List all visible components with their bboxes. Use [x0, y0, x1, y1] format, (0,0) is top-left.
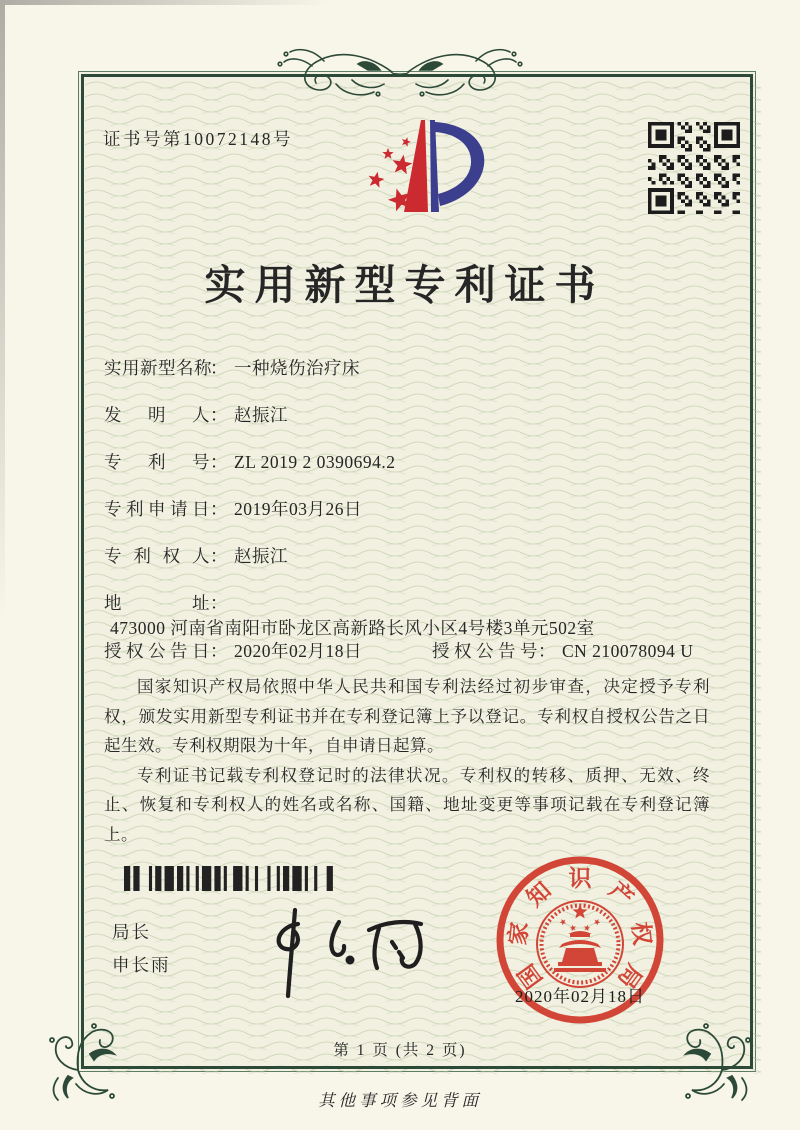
svg-text:国: 国: [513, 959, 548, 993]
field-label: 实用新型名称: [104, 358, 212, 378]
field-value: 一种烧伤治疗床: [234, 358, 360, 378]
field-value: 473000 河南省南阳市卧龙区高新路长风小区4号楼3单元502室: [110, 618, 595, 638]
qr-code: [648, 122, 740, 214]
svg-text:识: 识: [568, 866, 592, 891]
back-side-note: 其他事项参见背面: [318, 1091, 482, 1110]
barcode: [124, 866, 336, 891]
svg-text:知: 知: [521, 877, 556, 912]
field-label: 专利号: [104, 452, 210, 472]
grant-date: 2020年02月18日: [234, 641, 362, 661]
svg-text:家: 家: [505, 920, 533, 947]
field-value: ZL 2019 2 0390694.2: [234, 452, 396, 472]
field-label: 专利权人: [104, 546, 210, 566]
commissioner-name: 申长雨: [112, 955, 171, 975]
svg-text:产: 产: [604, 877, 639, 912]
field-row-name: 实用新型名称： 一种烧伤治疗床: [104, 355, 716, 381]
signature-handwriting: [238, 896, 448, 1006]
legal-paragraph: 专利证书记载专利权登记时的法律状况。专利权的转移、质押、无效、终止、恢复和专利权人的姓名或名称、国籍、地址变更等事项记载在专利登记簿上。: [104, 765, 710, 844]
field-value: 赵振江: [234, 546, 288, 566]
field-row-filing-date: 专利申请日： 2019年03月26日: [104, 496, 716, 522]
seal-date: 2020年02月18日: [515, 987, 645, 1006]
grant-number: CN 210078094 U: [562, 641, 694, 661]
scan-edge-artifact: [0, 0, 330, 5]
field-list: [104, 355, 716, 685]
field-row-patentee: 专利权人： 赵振江: [104, 543, 716, 569]
legal-text: [104, 672, 710, 849]
field-row-grant: 授权公告日： 2020年02月18日 授权公告号： CN 210078094 U: [104, 638, 716, 664]
field-value: 2019年03月26日: [234, 499, 362, 519]
field-label: 专利申请日: [104, 499, 210, 519]
field-row-patent-no: 专利号： ZL 2019 2 0390694.2: [104, 449, 716, 475]
page-number: 第 1 页 (共 2 页): [333, 1042, 467, 1059]
field-label: 授权公告日: [104, 641, 210, 661]
field-row-address: 地址：473000 河南省南阳市卧龙区高新路长风小区4号楼3单元502室: [104, 590, 716, 642]
certificate-title: 实用新型专利证书: [204, 262, 605, 308]
commissioner-title: 局长: [112, 922, 151, 942]
legal-paragraph: 国家知识产权局依照中华人民共和国专利法经过初步审查，决定授予专利权，颁发实用新型专利证书并在专利登记簿上予以登记。专利权自授权公告之日起生效。专利权期限为十年，自申请日起算。: [104, 677, 710, 755]
field-row-inventor: 发明人： 赵振江: [104, 402, 716, 428]
dragon-ornament: [240, 40, 560, 104]
svg-text:权: 权: [627, 920, 655, 947]
field-label: 发明人: [104, 405, 210, 425]
cnipa-logo-icon: [338, 112, 508, 240]
certificate-number: 证书号第10072148号: [103, 129, 293, 149]
field-label: 地址: [104, 593, 210, 613]
commissioner-block: [112, 916, 171, 982]
field-value: 赵振江: [234, 405, 288, 425]
field-label: 授权公告号: [432, 641, 538, 661]
svg-text:局: 局: [612, 959, 647, 993]
